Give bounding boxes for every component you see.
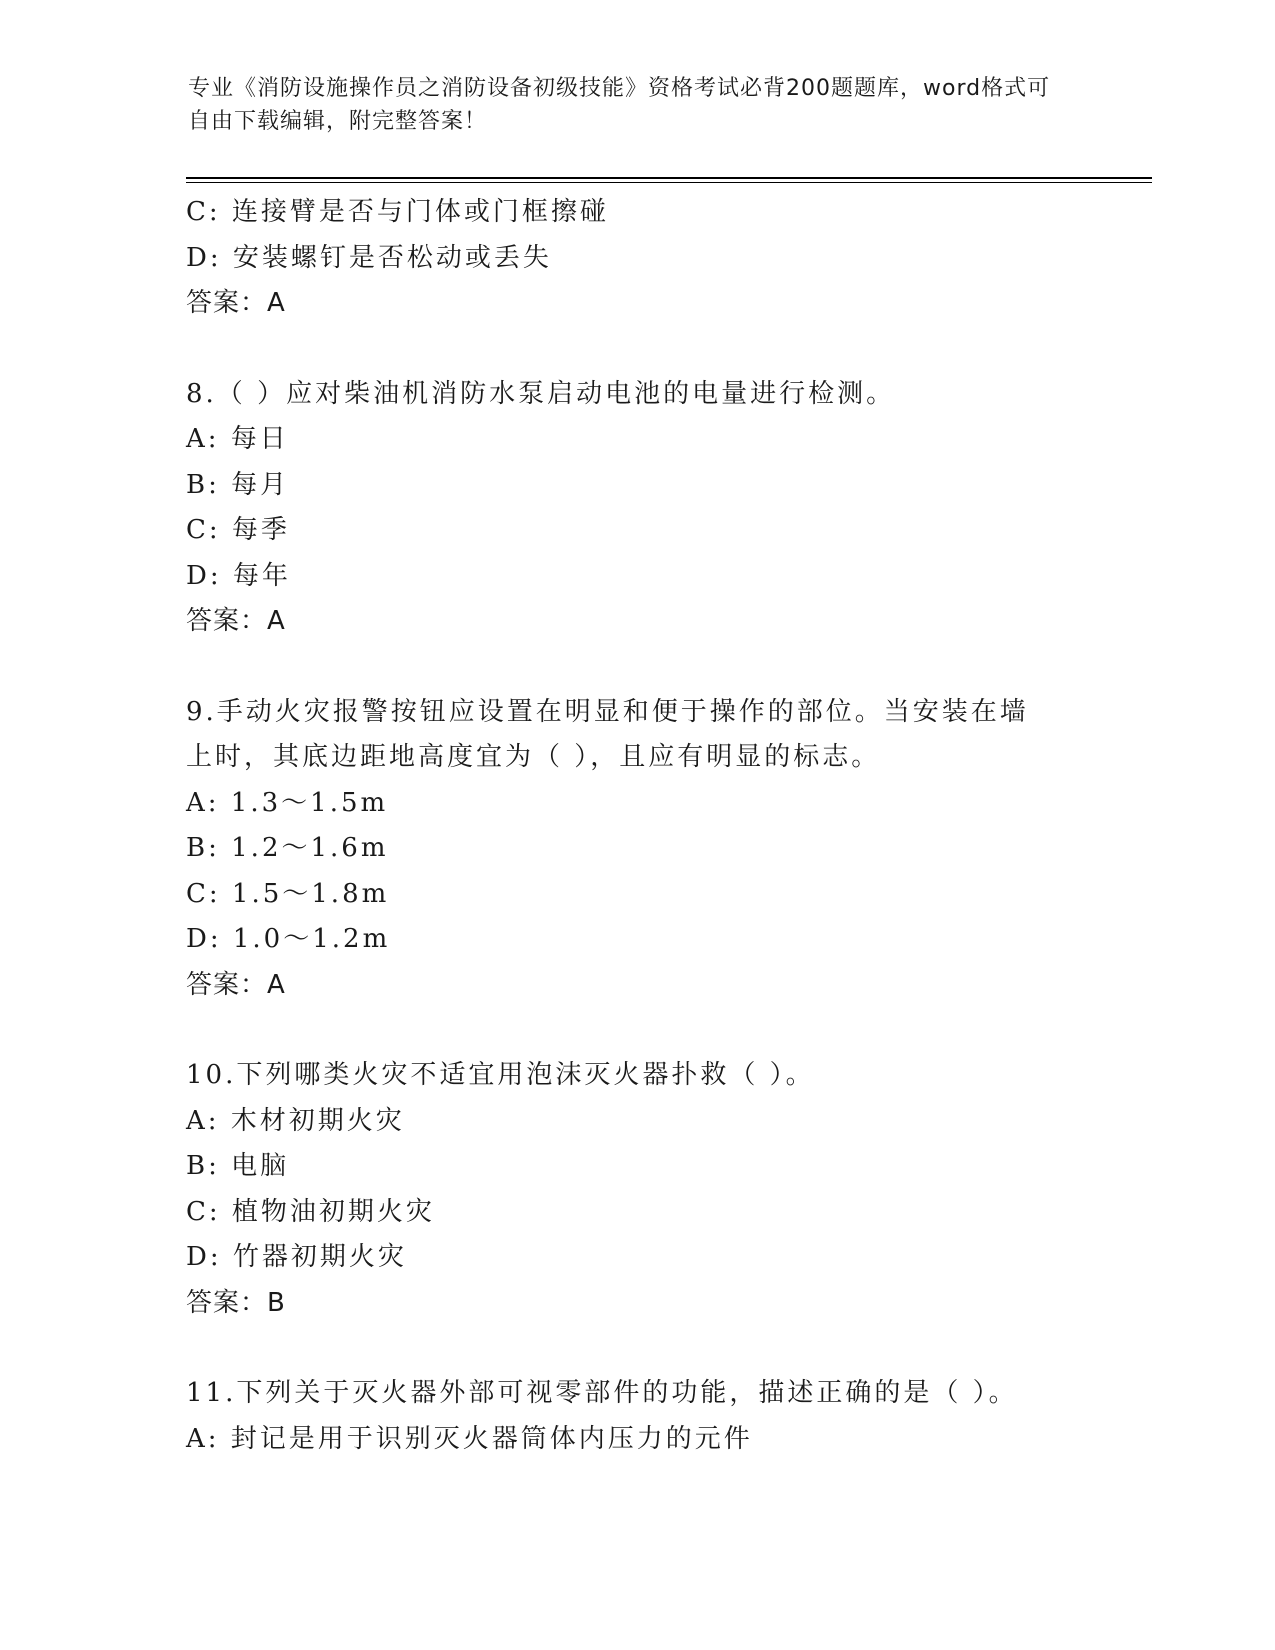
answer-line: 答案：A	[186, 288, 286, 318]
option-c: C: 植物油初期火灾	[186, 1196, 435, 1227]
option-c: C: 1.5～1.8m	[186, 878, 390, 909]
question-continued	[186, 190, 1086, 327]
question-text: 9.手动火灾报警按钮应设置在明显和便于操作的部位。当安装在墙上时，其底边距地高度宜为（ ），且应有明显的标志。	[186, 696, 1029, 772]
question-text: 8.（ ）应对柴油机消防水泵启动电池的电量进行检测。	[186, 378, 896, 409]
option-a: A: 每日	[186, 424, 289, 454]
question-9	[186, 690, 1086, 1009]
option-d: D: 竹器初期火灾	[186, 1242, 407, 1272]
option-d: D: 每年	[186, 560, 291, 591]
option-a: A: 封记是用于识别灭火器筒体内压力的元件	[186, 1423, 753, 1454]
answer-line: 答案：A	[186, 969, 286, 1000]
document-body	[186, 190, 1086, 1462]
option-d: D: 1.0～1.2m	[186, 924, 391, 954]
option-b: B: 1.2～1.6m	[186, 833, 389, 863]
option-a: A: 木材初期火灾	[186, 1105, 405, 1136]
question-8	[186, 372, 1086, 645]
document-header: 专业《消防设施操作员之消防设备初级技能》资格考试必背200题题库，word格式可自由下载编辑，附完整答案！	[188, 76, 1051, 134]
question-text: 10.下列哪类火灾不适宜用泡沫灭火器扑救（ ）。	[186, 1060, 815, 1090]
answer-line: 答案：A	[186, 606, 286, 636]
option-a: A: 1.3～1.5m	[186, 787, 389, 818]
question-10	[186, 1053, 1086, 1326]
option-c: C: 每季	[186, 515, 290, 545]
answer-line: 答案：B	[186, 1287, 286, 1318]
option-b: B: 电脑	[186, 1151, 290, 1181]
question-text: 11.下列关于灭火器外部可视零部件的功能，描述正确的是（ ）。	[186, 1378, 1018, 1408]
option-d: D: 安装螺钉是否松动或丢失	[186, 242, 552, 273]
option-b: B: 每月	[186, 469, 290, 500]
option-c: C: 连接臂是否与门体或门框擦碰	[186, 197, 609, 227]
header-rule-thin	[186, 182, 1152, 183]
question-11	[186, 1371, 1086, 1462]
header-rule-thick	[186, 177, 1152, 179]
